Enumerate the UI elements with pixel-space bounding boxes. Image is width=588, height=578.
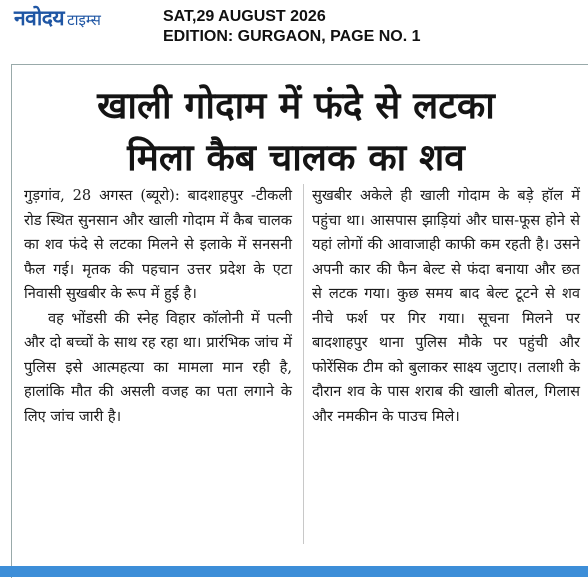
column-divider xyxy=(303,184,304,544)
article-column-1 xyxy=(24,184,292,429)
edition-date: SAT,29 AUGUST 2026 xyxy=(163,8,326,25)
column-1-paragraph-2: वह भोंडसी की स्नेह विहार कॉलोनी में पत्नी और दो बच्चों के साथ रह रहा था। प्रारंभिक जांच में पुलिस इसे आत्महत्या का मामला मान रही है, हालांकि मौत की असली वजह का पता लगाने के लिए जांच जारी है। xyxy=(24,309,292,425)
headline-line-1: खाली गोदाम में फंदे से लटका xyxy=(97,84,495,127)
column-2-paragraph-1: सुखबीर अकेले ही खाली गोदाम के बड़े हॉल में पहुंचा था। आसपास झाड़ियां और घास-फूस होने से यहां लोगों की आवाजाही काफी कम रहती है। उसने अपनी कार की फैन बेल्ट से फंदा बनाया और छत से लटक गया। कुछ समय बाद बेल्ट टूटने से शव नीचे फर्श पर गिर गया। सूचना मिलने पर बादशाहपुर थाना पुलिस मौके पर पहुंची और फोरेंसिक टीम को बुलाकर साक्ष्य जुटाए। तलाशी के दौरान शव के पास शराब की खाली बोतल, गिलास और नमकीन के पाउच मिले। xyxy=(312,187,580,425)
next-article-band xyxy=(0,566,588,577)
newspaper-logo xyxy=(14,4,101,34)
logo-sub-text: टाइम्स xyxy=(67,11,101,29)
masthead xyxy=(0,0,588,52)
headline-line-2: मिला कैब चालक का शव xyxy=(127,136,465,179)
article-headline xyxy=(11,80,581,184)
logo-main-text: नवोदय xyxy=(14,6,65,30)
edition-info: EDITION: GURGAON, PAGE NO. 1 xyxy=(163,28,421,45)
column-1-paragraph-1: गुड़गांव, 28 अगस्त (ब्यूरो): बादशाहपुर -टीकली रोड स्थित सुनसान और खाली गोदाम में कैब चालक का शव फंदे से लटका मिलने से इलाके में सनसनी फैल गई। मृतक की पहचान उत्तर प्रदेश के एटा निवासी सुखबीर के रूप में हुई है। xyxy=(24,187,292,302)
article-column-2 xyxy=(312,184,580,429)
